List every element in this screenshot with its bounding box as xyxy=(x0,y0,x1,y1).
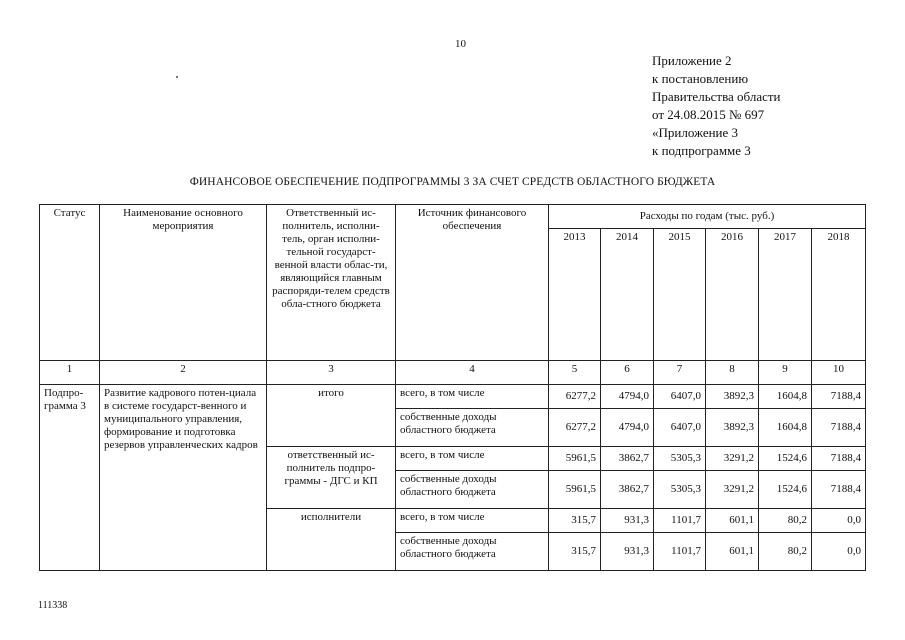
document-title: ФИНАНСОВОЕ ОБЕСПЕЧЕНИЕ ПОДПРОГРАММЫ 3 ЗА СЧЕТ СРЕДСТВ ОБЛАСТНОГО БЮДЖЕТА xyxy=(189,176,716,188)
value-cell: 1524,6 xyxy=(759,471,812,509)
table-body xyxy=(40,205,866,571)
column-number: 6 xyxy=(601,361,654,385)
value-cell: 601,1 xyxy=(706,509,759,533)
measure-cell: Развитие кадрового потен-циала в системе государст-венного и муниципального управления, формирование и подготовка резервов управленческих кадров xyxy=(100,385,267,571)
column-number: 4 xyxy=(396,361,549,385)
value-cell: 315,7 xyxy=(549,533,601,571)
value-cell: 4794,0 xyxy=(601,385,654,409)
header-expenses: Расходы по годам (тыс. руб.) xyxy=(549,205,866,229)
executor-cell: исполнители xyxy=(267,509,396,571)
value-cell: 6277,2 xyxy=(549,409,601,447)
table-row xyxy=(40,385,866,409)
column-number: 10 xyxy=(812,361,866,385)
value-cell: 7188,4 xyxy=(812,385,866,409)
value-cell: 1604,8 xyxy=(759,385,812,409)
appendix-line: к постановлению xyxy=(652,71,749,86)
column-number: 1 xyxy=(40,361,100,385)
value-cell: 3862,7 xyxy=(601,447,654,471)
value-cell: 3862,7 xyxy=(601,471,654,509)
appendix-reference xyxy=(652,52,781,160)
header-executor: Ответственный ис-полнитель, исполни-тель, орган исполни-тельной государст-венной власти облас-ти, являющийся главным распоряди-телем средств обла-стного бюджета xyxy=(267,205,396,361)
value-cell: 6277,2 xyxy=(549,385,601,409)
value-cell: 5305,3 xyxy=(654,447,706,471)
column-number: 7 xyxy=(654,361,706,385)
value-cell: 0,0 xyxy=(812,533,866,571)
source-cell: собственные доходы областного бюджета xyxy=(396,409,549,447)
source-cell: собственные доходы областного бюджета xyxy=(396,471,549,509)
value-cell: 7188,4 xyxy=(812,409,866,447)
value-cell: 3892,3 xyxy=(706,385,759,409)
value-cell: 80,2 xyxy=(759,533,812,571)
value-cell: 4794,0 xyxy=(601,409,654,447)
value-cell: 3291,2 xyxy=(706,471,759,509)
value-cell: 601,1 xyxy=(706,533,759,571)
header-year: 2017 xyxy=(759,229,812,361)
value-cell: 0,0 xyxy=(812,509,866,533)
value-cell: 7188,4 xyxy=(812,471,866,509)
value-cell: 931,3 xyxy=(601,509,654,533)
source-cell: всего, в том числе xyxy=(396,509,549,533)
header-year: 2016 xyxy=(706,229,759,361)
executor-cell: итого xyxy=(267,385,396,447)
column-number: 9 xyxy=(759,361,812,385)
status-cell: Подпро-грамма 3 xyxy=(40,385,100,571)
value-cell: 3892,3 xyxy=(706,409,759,447)
column-number: 2 xyxy=(100,361,267,385)
value-cell: 1101,7 xyxy=(654,509,706,533)
header-year: 2014 xyxy=(601,229,654,361)
value-cell: 7188,4 xyxy=(812,447,866,471)
value-cell: 1101,7 xyxy=(654,533,706,571)
appendix-line: от 24.08.2015 № 697 xyxy=(652,107,765,122)
source-cell: собственные доходы областного бюджета xyxy=(396,533,549,571)
value-cell: 5961,5 xyxy=(549,447,601,471)
header-year: 2015 xyxy=(654,229,706,361)
source-cell: всего, в том числе xyxy=(396,385,549,409)
value-cell: 6407,0 xyxy=(654,385,706,409)
page-number: 10 xyxy=(455,38,466,50)
value-cell: 80,2 xyxy=(759,509,812,533)
appendix-line: к подпрограмме 3 xyxy=(652,143,751,158)
column-number: 8 xyxy=(706,361,759,385)
value-cell: 315,7 xyxy=(549,509,601,533)
value-cell: 6407,0 xyxy=(654,409,706,447)
header-source: Источник финансового обеспечения xyxy=(396,205,549,361)
value-cell: 5961,5 xyxy=(549,471,601,509)
header-status: Статус xyxy=(40,205,100,361)
appendix-line: Приложение 2 xyxy=(652,53,732,68)
financing-table xyxy=(39,204,866,571)
header-year: 2018 xyxy=(812,229,866,361)
value-cell: 1604,8 xyxy=(759,409,812,447)
column-number: 3 xyxy=(267,361,396,385)
header-measure: Наименование основного мероприятия xyxy=(100,205,267,361)
column-number: 5 xyxy=(549,361,601,385)
value-cell: 1524,6 xyxy=(759,447,812,471)
value-cell: 3291,2 xyxy=(706,447,759,471)
value-cell: 5305,3 xyxy=(654,471,706,509)
appendix-line: Правительства области xyxy=(652,89,781,104)
executor-cell: ответственный ис-полнитель подпро-граммы - ДГС и КП xyxy=(267,447,396,509)
scan-speck xyxy=(176,76,178,78)
header-year: 2013 xyxy=(549,229,601,361)
source-cell: всего, в том числе xyxy=(396,447,549,471)
value-cell: 931,3 xyxy=(601,533,654,571)
appendix-line: «Приложение 3 xyxy=(652,125,739,140)
document-code: 111338 xyxy=(38,600,68,611)
